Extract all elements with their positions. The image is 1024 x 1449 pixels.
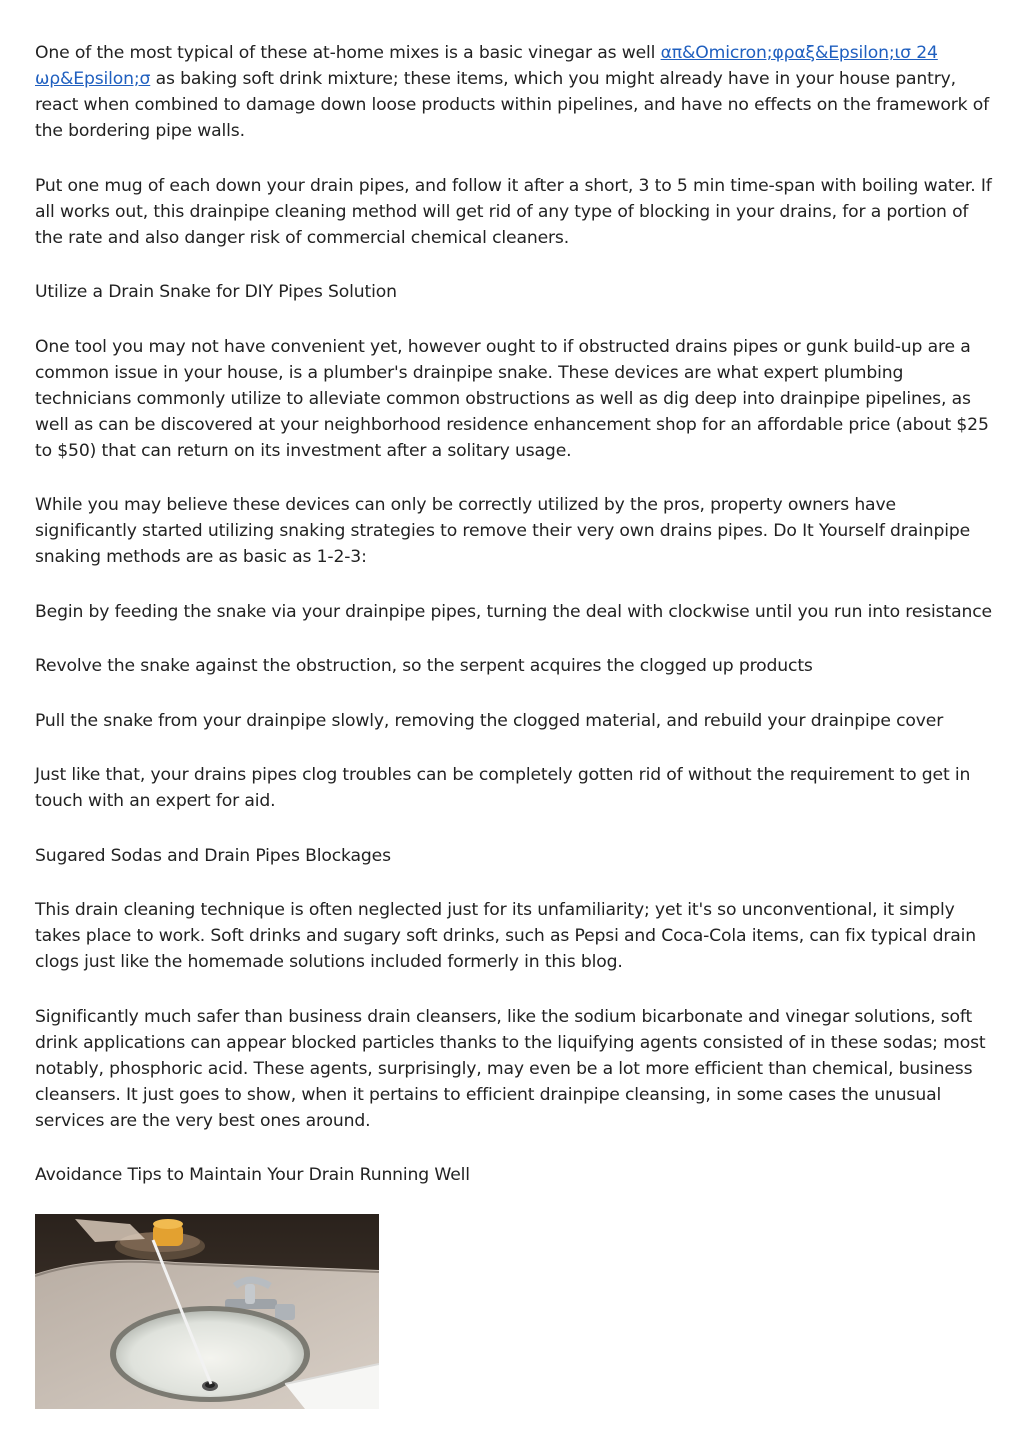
paragraph-snake-tool: One tool you may not have convenient yet, however ought to if obstructed drains pipes or gunk build-up are a common issue in your house, is a plumber's drainpipe snake. These devices are what expert plumbing technicians commonly utilize to alleviate common obstructions as well as dig deep into drainpipe pipelines, as well as can be discovered at your neighborhood residence enhancement shop for an affordable price (about $25 to $50) that can return on its investment after a solitary usage.: [35, 336, 989, 461]
sink-drain-photo: [35, 1214, 379, 1409]
step-2: Revolve the snake against the obstruction, so the serpent acquires the clogged up products: [35, 656, 813, 676]
sink-drain-illustration: [35, 1214, 379, 1409]
heading-avoidance-tips: Avoidance Tips to Maintain Your Drain Running Well: [35, 1165, 470, 1185]
paragraph-diy-snaking: While you may believe these devices can only be correctly utilized by the pros, property owners have significantly started utilizing snaking strategies to remove their very own drains pipes. Do It Yourself drainpipe snaking methods are as basic as 1-2-3:: [35, 495, 971, 567]
paragraph-vinegar-mix: [35, 40, 995, 144]
heading-sodas: Sugared Sodas and Drain Pipes Blockages: [35, 845, 391, 866]
heading-drain-snake: Utilize a Drain Snake for DIY Pipes Solution: [35, 282, 397, 302]
paragraph-text: One of the most typical of these at-home mixes is a basic vinegar as well: [35, 43, 661, 63]
paragraph-boiling-water: Put one mug of each down your drain pipes, and follow it after a short, 3 to 5 min time-span with boiling water. If all works out, this drainpipe cleaning method will get rid of any type of blocking in your drains, for a portion of the rate and also danger risk of commercial chemical cleaners.: [35, 175, 992, 248]
inline-link[interactable]: απ&Omicron;φραξ&Epsilon;ισ 24 ωρ&Epsilon;σ: [35, 43, 938, 89]
paragraph-text: as baking soft drink mixture; these items, which you might already have in your house pantry, react when combined to damage down loose products within pipelines, and have no effects on the framework of the bordering pipe walls.: [35, 69, 990, 141]
paragraph-soda-technique: This drain cleaning technique is often neglected just for its unfamiliarity; yet it's so unconventional, it simply takes place to work. Soft drinks and sugary soft drinks, such as Pepsi and Coca-Cola items, can fix typical drain clogs just like the homemade solutions included formerly in this blog.: [35, 900, 977, 972]
step-1: Begin by feeding the snake via your drainpipe pipes, turning the deal with clockwise until you run into resistance: [35, 601, 992, 622]
paragraph-result: Just like that, your drains pipes clog troubles can be completely gotten rid of without the requirement to get in touch with an expert for aid.: [35, 765, 971, 811]
step-3: Pull the snake from your drainpipe slowly, removing the clogged material, and rebuild your drainpipe cover: [35, 710, 944, 731]
article-body: [35, 40, 995, 1217]
paragraph-soda-safety: Significantly much safer than business drain cleansers, like the sodium bicarbonate and vinegar solutions, soft drink applications can appear blocked particles thanks to the liquifying agents consisted of in these sodas; most notably, phosphoric acid. These agents, surprisingly, may even be a lot more efficient than chemical, business cleansers. It just goes to show, when it pertains to efficient drainpipe cleansing, in some cases the unusual services are the very best ones around.: [35, 1006, 986, 1131]
